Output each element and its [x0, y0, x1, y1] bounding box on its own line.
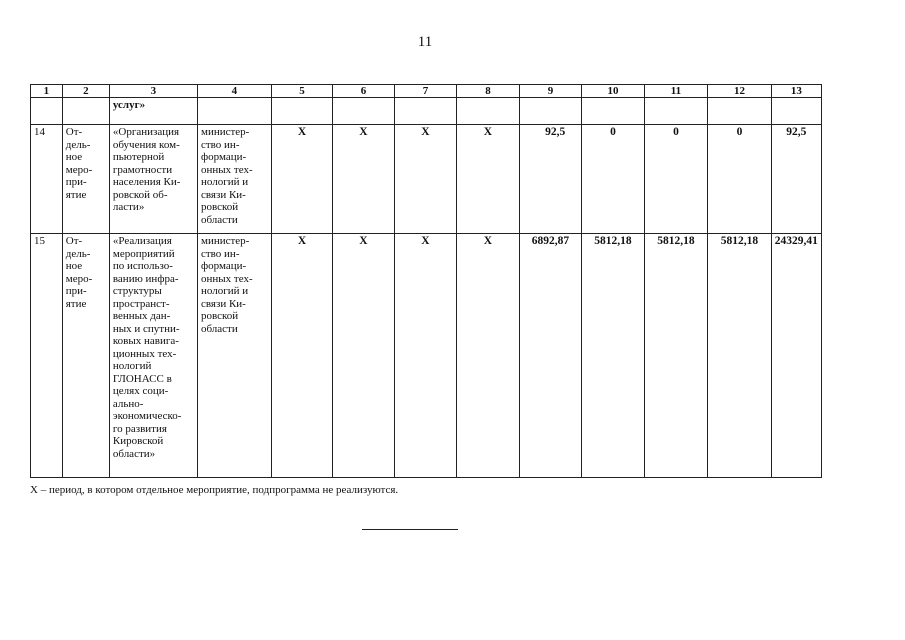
row-number: 14 — [31, 125, 63, 234]
executor: министер- ство ин- формаци- онных тех- нологий и связи Ки- ровской области — [197, 125, 271, 234]
header-cell: 1 — [31, 85, 63, 98]
continuation-row — [31, 98, 822, 125]
header-cell: 4 — [197, 85, 271, 98]
header-cell: 2 — [62, 85, 109, 98]
header-cell: 6 — [333, 85, 394, 98]
header-cell: 8 — [457, 85, 520, 98]
value-cell: 92,5 — [771, 125, 821, 234]
value-cell: 6892,87 — [519, 234, 582, 478]
row-number: 15 — [31, 234, 63, 478]
mark-cell: X — [333, 234, 394, 478]
footnote: X – период, в котором отдельное мероприятие, подпрограмма не реализуются. — [30, 484, 399, 496]
header-cell: 10 — [582, 85, 645, 98]
value-cell: 24329,41 — [771, 234, 821, 478]
end-rule — [362, 529, 458, 530]
value-cell: 0 — [708, 125, 772, 234]
header-cell: 11 — [644, 85, 708, 98]
value-cell: 5812,18 — [582, 234, 645, 478]
value-cell: 0 — [644, 125, 708, 234]
mark-cell: X — [457, 125, 520, 234]
mark-cell: X — [394, 234, 457, 478]
mark-cell: X — [271, 125, 332, 234]
header-cell: 9 — [519, 85, 582, 98]
mark-cell: X — [394, 125, 457, 234]
table-row — [31, 125, 822, 234]
header-cell: 12 — [708, 85, 772, 98]
value-cell: 5812,18 — [644, 234, 708, 478]
value-cell: 0 — [582, 125, 645, 234]
header-cell: 7 — [394, 85, 457, 98]
page-number: 11 — [417, 34, 433, 50]
value-cell: 92,5 — [519, 125, 582, 234]
event-name: «Организация обучения ком- пьютерной грамотности населения Ки- ровской об- ласти» — [109, 125, 197, 234]
mark-cell: X — [271, 234, 332, 478]
header-cell: 13 — [771, 85, 821, 98]
event-name: «Реализация мероприятий по использо- ванию инфра- структуры пространст- венных дан- ных и спутни- ковых навига- ционных тех- нологий ГЛОНАСС в целях соци- ально- экономическо- го развития Кировской области» — [109, 234, 197, 478]
mark-cell: X — [333, 125, 394, 234]
mark-cell: X — [457, 234, 520, 478]
value-cell: 5812,18 — [708, 234, 772, 478]
program-table — [30, 84, 822, 478]
table-row — [31, 234, 822, 478]
header-cell: 5 — [271, 85, 332, 98]
header-cell: 3 — [109, 85, 197, 98]
event-type: От- дель- ное меро- при- ятие — [62, 125, 109, 234]
executor: министер- ство ин- формаци- онных тех- нологий и связи Ки- ровской области — [197, 234, 271, 478]
event-type: От- дель- ное меро- при- ятие — [62, 234, 109, 478]
header-row — [31, 85, 822, 98]
continuation-text: услуг» — [109, 98, 197, 125]
